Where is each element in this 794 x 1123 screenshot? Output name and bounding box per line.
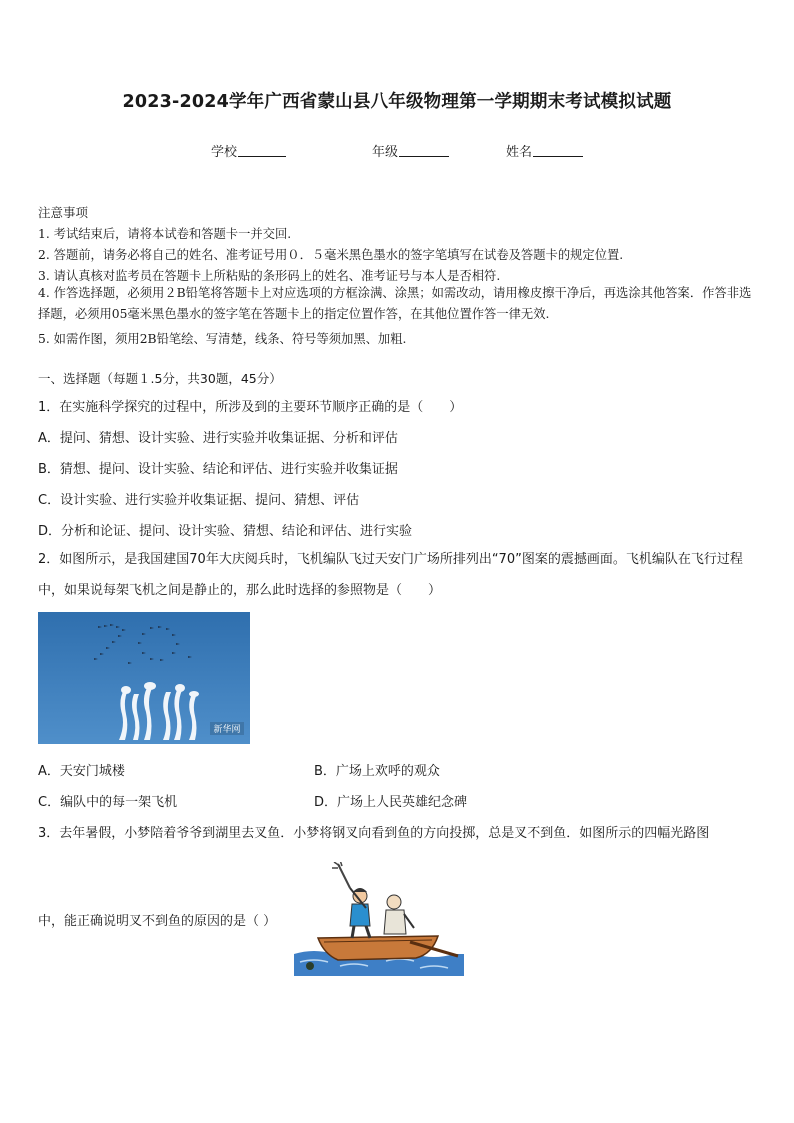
question-2-stem: 2．如图所示，是我国建国70年大庆阅兵时，飞机编队飞过天安门广场所排列出“70”图案的震撼画面。飞机编队在飞行过程中，如果说每架飞机之间是静止的，那么此时选择的参照物是（ ） [38, 552, 743, 598]
note-item: 2. 答题前，请务必将自己的姓名、准考证号用０．５毫米黑色墨水的签字笔填写在试卷及答题卡的规定位置. [38, 248, 624, 262]
note-item: 4. 作答选择题，必须用２B铅笔将答题卡上对应选项的方框涂满、涂黑；如需改动，请用橡皮擦干净后，再选涂其他答案．作答非选择题，必须用05毫米黑色墨水的签字笔在答题卡上的指定位置作答，在其他位置作答一律无效. [38, 286, 752, 321]
page-title: 2023-2024学年广西省蒙山县八年级物理第一学期期末考试模拟试题 [122, 92, 672, 112]
question-1-option-c: C．设计实验、进行实验并收集证据、提问、猜想、评估 [38, 493, 360, 508]
question-2-option-c: C．编队中的每一架飞机 [38, 795, 178, 810]
school-blank[interactable] [238, 144, 286, 157]
question-1-option-b: B．猜想、提问、设计实验、结论和评估、进行实验并收集证据 [38, 462, 398, 477]
note-item: 5. 如需作图，须用2B铅笔绘、写清楚，线条、符号等须加黑、加粗. [38, 332, 407, 346]
grandfather-figure [384, 895, 414, 934]
name-blank[interactable] [533, 144, 583, 157]
section-heading: 一、选择题（每题１.5分，共30题，45分） [38, 371, 282, 386]
fishing-boat-illustration [290, 862, 468, 980]
grade-label: 年级 [372, 145, 399, 160]
question-1-option-a: A．提问、猜想、设计实验、进行实验并收集证据、分析和评估 [38, 431, 398, 446]
name-field [506, 141, 583, 160]
question-2-option-d: D．广场上人民英雄纪念碑 [314, 795, 468, 810]
flypast-photo [38, 612, 250, 744]
school-field [211, 141, 286, 160]
grade-blank[interactable] [399, 144, 449, 157]
photo-watermark: 新华网 [213, 725, 241, 735]
question-3-stem-line2: 中，能正确说明叉不到鱼的原因的是（ ） [38, 914, 277, 929]
boy-figure [332, 862, 370, 938]
question-1-stem: 1．在实施科学探究的过程中，所涉及到的主要环节顺序正确的是（ ） [38, 400, 463, 415]
grade-field [372, 141, 449, 160]
school-label: 学校 [211, 145, 238, 160]
note-item: 3. 请认真核对监考员在答题卡上所粘贴的条形码上的姓名、准考证号与本人是否相符. [38, 269, 501, 283]
question-2-option-b: B．广场上欢呼的观众 [314, 764, 440, 779]
question-1-option-d: D．分析和论证、提问、设计实验、猜想、结论和评估、进行实验 [38, 524, 413, 539]
note-item: 1. 考试结束后，请将本试卷和答题卡一并交回. [38, 227, 292, 241]
name-label: 姓名 [506, 145, 533, 160]
question-2-option-a: A．天安门城楼 [38, 764, 125, 779]
notes-heading: 注意事项 [38, 205, 89, 220]
question-3-stem-line1: 3．去年暑假，小梦陪着爷爷到湖里去叉鱼．小梦将钢叉向看到鱼的方向投掷，总是叉不到鱼．如图所示的四幅光路图 [38, 826, 710, 841]
